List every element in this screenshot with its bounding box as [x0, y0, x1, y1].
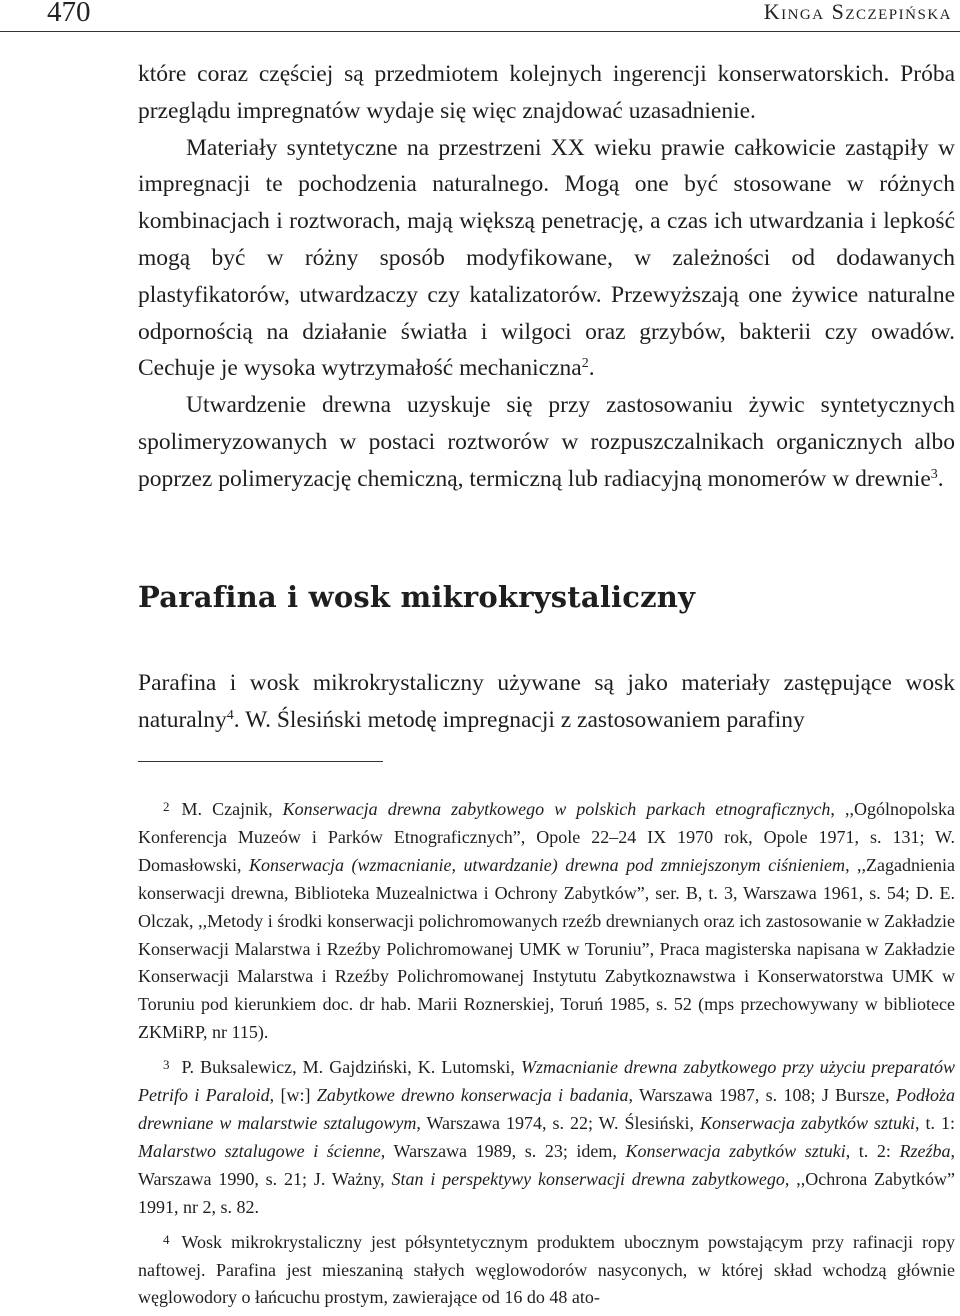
body-text [138, 56, 955, 498]
page-number: 470 [47, 0, 91, 28]
footnotes [138, 793, 955, 1316]
paragraph-2: Materiały syntetyczne na przestrzeni XX wieku prawie całkowicie zastąpiły w impregnacji te pochodzenia naturalnego. Mogą one być stosowane w różnych kombinacjach i roztworach, mają większą penetrację, a czas ich utwardzania i lepkość mogą być w różny sposób modyfikowane, w zależności od dodawanych plastyfikatorów, utwardzaczy czy katalizatorów. Przewyższają one żywice naturalne odpornością na działanie światła i wilgoci oraz grzybów, bakterii czy owadów. Cechuje je wysoka wytrzymałość mechaniczna$^2$. [138, 134, 955, 382]
footnote-ref-2[interactable]: 2 [581, 356, 589, 372]
section-heading: Parafina i wosk mikrokrystaliczny [138, 580, 696, 614]
header-rule [0, 31, 960, 32]
section-paragraph-1: Parafina i wosk mikrokrystaliczny używane są jako materiały zastępujące wosk naturalny$^4$. W. Ślesiński metodę impregnacji z zastosowaniem parafiny [138, 670, 955, 733]
paragraph-1: które coraz częściej są przedmiotem kolejnych ingerencji konserwatorskich. Próba przeglądu impregnatów wydaje się więc znajdować uzasadnienie. [138, 61, 955, 124]
footnote-number: 2 [163, 799, 170, 814]
running-author: Kinga Szczepińska [763, 0, 952, 24]
footnote-number: 3 [163, 1057, 170, 1073]
running-header [0, 0, 960, 30]
footnote-ref-4[interactable]: 4 [226, 707, 234, 723]
footnote-number: 4 [163, 1231, 170, 1247]
footnote-ref-3[interactable]: 3 [930, 466, 938, 482]
footnote-2: $^2$ M. Czajnik, Konserwacja drewna zabytkowego w polskich parkach etnograficznych, ,,Ogólnopolska Konferencja Muzeów i Parków Etnograficznych”, Opole 22–24 IX 1970 rok, Opole 1971, s. 131; W. Domasłowski, Konserwacja (wzmacnianie, utwardzanie) drewna pod zmniejszonym ciśnieniem, ,,Zagadnienia konserwacji drewna, Biblioteka Muzealnictwa i Ochrony Zabytków”, ser. B, t. 3, Warszawa 1961, s. 54; D. E. Olczak, ,,Metody i środki konserwacji polichromowanych rzeźb drewnianych oraz ich zastosowanie w Zakładzie Konserwacji Malarstwa i Rzeźby Polichromowanej UMK w Toruniu”, Praca magisterska napisana w Zakładzie Konserwacji Malarstwa i Rzeźby Polichromowanej Instytutu Zabytkoznawstwa i Konserwatorstwa UMK w Toruniu pod kierunkiem doc. dr hab. Marii Roznerskiej, Toruń 1985, s. 52 (mps przechowywany w bibliotece ZKMiRP, nr 115). [138, 799, 956, 1043]
section-text [138, 665, 955, 739]
footnote-3: $^3$ P. Buksalewicz, M. Gajdziński, K. Lutomski, Wzmacnianie drewna zabytkowego przy użyciu preparatów Petrifo i Paraloid, [w:] Zabytkowe drewno konserwacja i badania, Warszawa 1987, s. 108; J Bursze, Podłoża drewniane w malarstwie sztalugowym, Warszawa 1974, s. 22; W. Ślesiński, Konserwacja zabytków sztuki, t. 1: Malarstwo sztalugowe i ścienne, Warszawa 1989, s. 23; idem, Konserwacja zabytków sztuki, t. 2: Rzeźba, Warszawa 1990, s. 21; J. Ważny, Stan i perspektywy konserwacji drewna zabytkowego, ,,Ochrona Zabytków” 1991, nr 2, s. 82. [138, 1057, 956, 1217]
footnote-rule [138, 761, 383, 762]
footnote-4: $^4$ Wosk mikrokrystaliczny jest półsyntetycznym produktem ubocznym powstającym przy rafinacji ropy naftowej. Parafina jest mieszaniną stałych węglowodorów nasyconych, w której skład wchodzą głównie węglowodory o łańcuchu prostym, zawierające od 16 do 48 ato- [138, 1231, 955, 1308]
paragraph-3: Utwardzenie drewna uzyskuje się przy zastosowaniu żywic syntetycznych spolimeryzowanych w postaci roztworów w rozpuszczalnikach organicznych albo poprzez polimeryzację chemiczną, termiczną lub radiacyjną monomerów w drewnie$^3$. [138, 392, 955, 492]
